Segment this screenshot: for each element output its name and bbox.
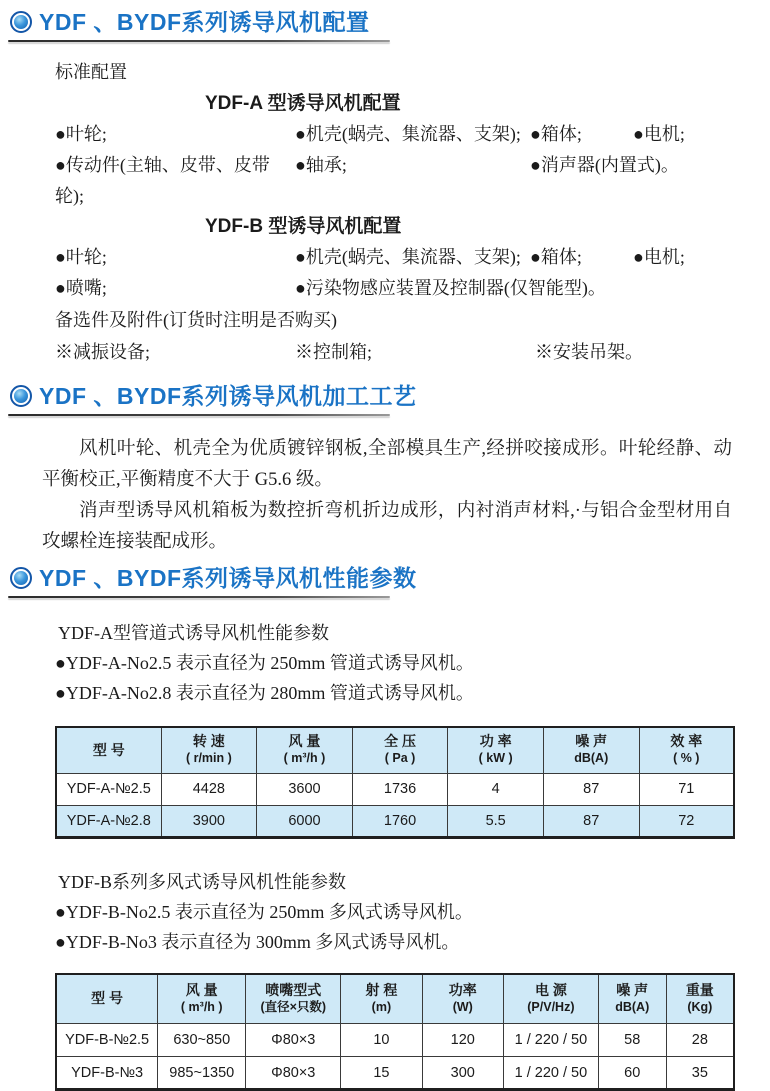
optional-parts-row — [0, 336, 770, 368]
config-item: ●喷嘴; — [55, 273, 295, 304]
section-title-process: YDF 、BYDF系列诱导风机加工工艺 — [39, 382, 417, 410]
table-header-cell: 电 源 (P/V/Hz) — [503, 974, 598, 1024]
table-header-cell: 射 程 (m) — [341, 974, 422, 1024]
table-header-cell: 重量 (Kg) — [666, 974, 734, 1024]
table-cell: 1 / 220 / 50 — [503, 1024, 598, 1057]
table-header-cell: 效 率 ( % ) — [639, 727, 734, 773]
table-a-intro: YDF-A型管道式诱导风机性能参数 — [58, 618, 770, 648]
table-cell: 5.5 — [448, 805, 544, 837]
config-item: ●电机; — [633, 119, 770, 150]
table-row — [56, 773, 734, 805]
table-cell: 28 — [666, 1024, 734, 1057]
table-cell: 87 — [543, 773, 639, 805]
table-cell: YDF-B-№3 — [56, 1057, 158, 1090]
table-a-note: ●YDF-A-No2.8 表示直径为 280mm 管道式诱导风机。 — [55, 678, 770, 708]
table-cell: 985~1350 — [158, 1057, 246, 1090]
type-a-heading: YDF-A 型诱导风机配置 — [205, 89, 770, 119]
standard-config-label: 标准配置 — [55, 59, 770, 85]
process-paragraph-1: 风机叶轮、机壳全为优质镀锌钢板,全部模具生产,经拼咬接成形。叶轮经静、动平衡校正,平衡精度不大于 G5.6 级。 — [42, 434, 732, 496]
section-rule — [8, 40, 390, 42]
table-b-note: ●YDF-B-No2.5 表示直径为 250mm 多风式诱导风机。 — [55, 897, 770, 927]
type-b-heading: YDF-B 型诱导风机配置 — [205, 212, 770, 242]
performance-table-a — [55, 726, 735, 839]
table-cell: Φ80×3 — [246, 1057, 341, 1090]
table-cell: 3600 — [257, 773, 353, 805]
section-title-config: YDF 、BYDF系列诱导风机配置 — [39, 8, 370, 36]
table-cell: 15 — [341, 1057, 422, 1090]
table-row — [56, 805, 734, 837]
table-cell: 120 — [422, 1024, 503, 1057]
process-paragraph-2: 消声型诱导风机箱板为数控折弯机折边成形，内衬消声材料,·与铝合金型材用自攻螺栓连接装配成形。 — [42, 496, 732, 558]
table-header-row — [56, 727, 734, 773]
optional-item: ※减振设备; — [55, 336, 295, 368]
config-row — [0, 242, 770, 273]
config-item: ●电机; — [633, 242, 770, 273]
table-header-row — [56, 974, 734, 1024]
table-cell: 4428 — [161, 773, 257, 805]
config-item: ●污染物感应装置及控制器(仅智能型)。 — [295, 273, 770, 304]
config-item: ●传动件(主轴、皮带、皮带轮); — [55, 150, 295, 212]
table-header-cell: 全 压 ( Pa ) — [352, 727, 448, 773]
table-row — [56, 1024, 734, 1057]
table-b-intro: YDF-B系列多风式诱导风机性能参数 — [58, 867, 770, 897]
table-cell: 1760 — [352, 805, 448, 837]
table-cell: 58 — [598, 1024, 666, 1057]
table-cell: 1736 — [352, 773, 448, 805]
table-row — [56, 1057, 734, 1090]
table-header-cell: 喷嘴型式 (直径×只数) — [246, 974, 341, 1024]
table-cell: 10 — [341, 1024, 422, 1057]
table-cell: Φ80×3 — [246, 1024, 341, 1057]
optional-parts-heading: 备选件及附件(订货时注明是否购买) — [55, 304, 770, 336]
config-item: ●叶轮; — [55, 242, 295, 273]
config-item: ●消声器(内置式)。 — [530, 150, 770, 212]
table-cell: 35 — [666, 1057, 734, 1090]
table-cell: 4 — [448, 773, 544, 805]
table-header-cell: 噪 声 dB(A) — [598, 974, 666, 1024]
section-rule — [8, 414, 390, 416]
config-item: ●箱体; — [530, 242, 633, 273]
config-item: ●轴承; — [295, 150, 530, 212]
config-item: ●叶轮; — [55, 119, 295, 150]
table-cell: 630~850 — [158, 1024, 246, 1057]
table-cell: 71 — [639, 773, 734, 805]
table-cell: 60 — [598, 1057, 666, 1090]
table-header-cell: 噪 声 dB(A) — [543, 727, 639, 773]
section-title-performance: YDF 、BYDF系列诱导风机性能参数 — [39, 564, 417, 592]
section-bullet-icon — [10, 567, 32, 589]
table-cell: 87 — [543, 805, 639, 837]
config-row — [0, 273, 770, 304]
table-cell: 300 — [422, 1057, 503, 1090]
table-cell: 1 / 220 / 50 — [503, 1057, 598, 1090]
performance-table-b — [55, 973, 735, 1091]
config-item: ●机壳(蜗壳、集流器、支架); — [295, 119, 530, 150]
section-header-config — [10, 8, 770, 36]
config-item: ●机壳(蜗壳、集流器、支架); — [295, 242, 530, 273]
table-b-note: ●YDF-B-No3 表示直径为 300mm 多风式诱导风机。 — [55, 927, 770, 957]
config-row — [0, 119, 770, 150]
table-header-cell: 风 量 ( m³/h ) — [257, 727, 353, 773]
optional-item: ※控制箱; — [295, 336, 535, 368]
table-cell: YDF-B-№2.5 — [56, 1024, 158, 1057]
table-header-cell: 型 号 — [56, 974, 158, 1024]
table-cell: 6000 — [257, 805, 353, 837]
section-bullet-icon — [10, 11, 32, 33]
config-item: ●箱体; — [530, 119, 633, 150]
table-header-cell: 转 速 ( r/min ) — [161, 727, 257, 773]
table-a-note: ●YDF-A-No2.5 表示直径为 250mm 管道式诱导风机。 — [55, 648, 770, 678]
table-cell: YDF-A-№2.5 — [56, 773, 161, 805]
table-header-cell: 风 量 ( m³/h ) — [158, 974, 246, 1024]
table-cell: 72 — [639, 805, 734, 837]
section-bullet-icon — [10, 385, 32, 407]
table-cell: 3900 — [161, 805, 257, 837]
table-header-cell: 型 号 — [56, 727, 161, 773]
optional-item: ※安装吊架。 — [535, 336, 770, 368]
section-header-process — [10, 382, 770, 410]
table-header-cell: 功率 (W) — [422, 974, 503, 1024]
config-row — [0, 150, 770, 212]
table-cell: YDF-A-№2.8 — [56, 805, 161, 837]
table-header-cell: 功 率 ( kW ) — [448, 727, 544, 773]
section-rule — [8, 596, 390, 598]
section-header-performance — [10, 564, 770, 592]
